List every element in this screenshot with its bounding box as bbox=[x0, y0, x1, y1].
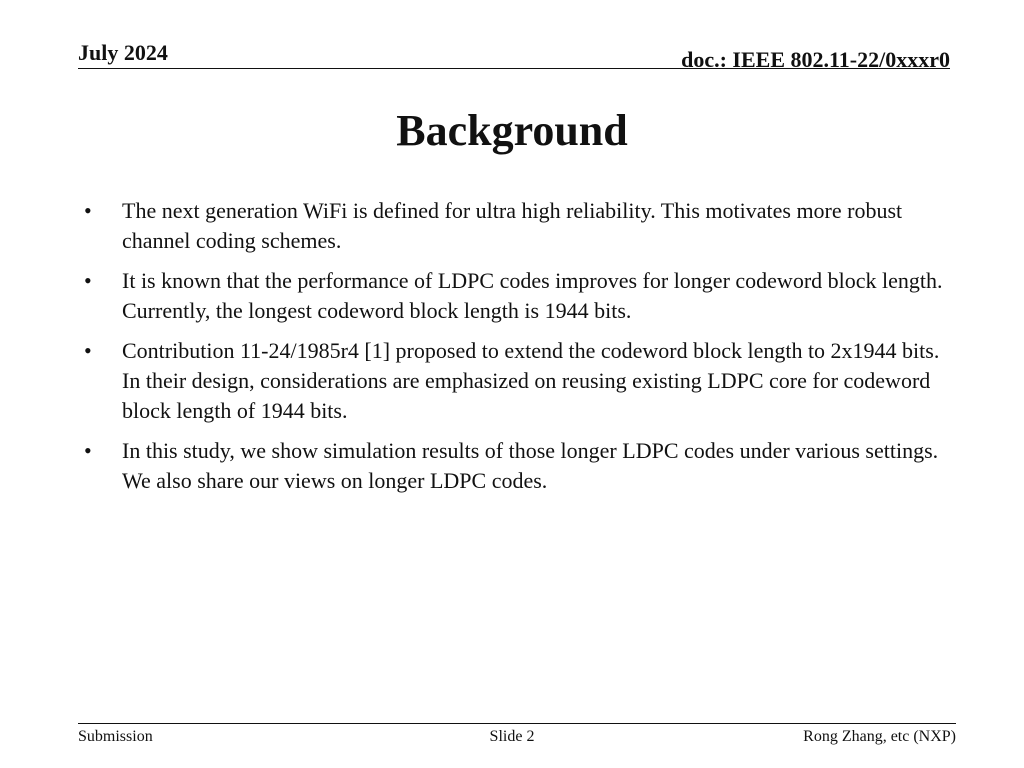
footer-submission: Submission bbox=[78, 728, 153, 745]
header-doc-id: doc.: IEEE 802.11-22/0xxxr0 bbox=[681, 47, 950, 72]
bullet-marker: • bbox=[84, 438, 92, 463]
bullet-text: It is known that the performance of LDPC codes improves for longer codeword block length. Currently, the longest codeword block length is 1944 bits. bbox=[122, 268, 943, 323]
footer-divider bbox=[78, 723, 956, 724]
bullet-list bbox=[84, 196, 954, 506]
header-divider bbox=[78, 68, 950, 69]
bullet-text: The next generation WiFi is defined for ultra high reliability. This motivates more robust channel coding schemes. bbox=[122, 198, 903, 253]
bullet-text: In this study, we show simulation results of those longer LDPC codes under various settings. We also share our views on longer LDPC codes. bbox=[122, 438, 939, 493]
bullet-marker: • bbox=[84, 198, 92, 223]
footer-author: Rong Zhang, etc (NXP) bbox=[803, 728, 956, 745]
bullet-text: Contribution 11-24/1985r4 [1] proposed to extend the codeword block length to 2x1944 bits. In their design, considerations are emphasized on reusing existing LDPC core for codeword block length of 1944 bits. bbox=[122, 338, 940, 423]
bullet-item bbox=[84, 336, 954, 426]
bullet-item bbox=[84, 196, 954, 256]
slide-title: Background bbox=[396, 106, 628, 155]
bullet-item bbox=[84, 436, 954, 496]
bullet-item bbox=[84, 266, 954, 326]
bullet-marker: • bbox=[84, 338, 92, 363]
header-date: July 2024 bbox=[78, 40, 168, 65]
bullet-marker: • bbox=[84, 268, 92, 293]
footer-slide-number: Slide 2 bbox=[489, 728, 535, 745]
